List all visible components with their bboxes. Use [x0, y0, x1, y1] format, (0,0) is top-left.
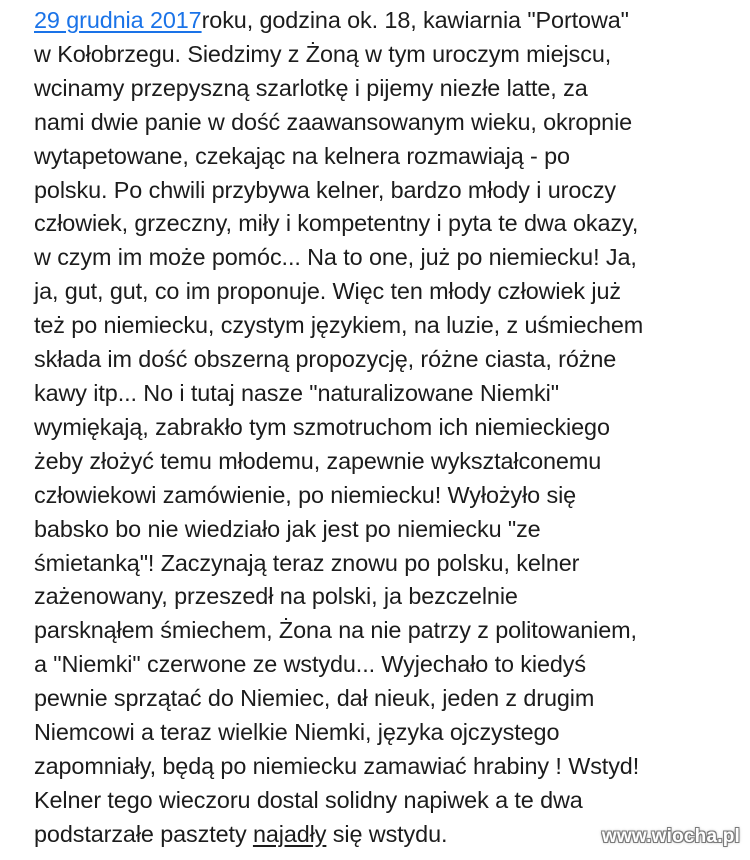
text-line: a "Niemki" czerwone ze wstydu... Wyjechało to kiedyś [34, 651, 586, 678]
text-line: się wstydu. [326, 820, 448, 847]
text-line: polsku. Po chwili przybywa kelner, bardzo młody i uroczy [34, 176, 617, 203]
text-line: ja, gut, gut, co im proponuje. Więc ten młody człowiek już [34, 278, 622, 305]
text-line: pewnie sprzątać do Niemiec, dał nieuk, jeden z drugim [34, 685, 595, 712]
text-line: wymiękają, zabrakło tym szmotruchom ich niemieckiego [34, 413, 610, 440]
text-line: wcinamy przepyszną szarlotkę i pijemy niezłe latte, za [34, 74, 588, 101]
text-line: w czym im może pomóc... Na to one, już po niemiecku! Ja, [34, 244, 637, 271]
text-line: wytapetowane, czekając na kelnera rozmawiają - po [34, 142, 570, 169]
date-link[interactable]: 29 grudnia 2017 [34, 7, 202, 33]
text-line: zażenowany, przeszedł na polski, ja bezczelnie [34, 583, 518, 610]
text-line: podstarzałe pasztety [34, 820, 253, 847]
text-line: nami dwie panie w dość zaawansowanym wieku, okropnie [34, 108, 633, 135]
underlined-word: najadły [252, 820, 327, 847]
text-line: babsko bo nie wiedziało jak jest po niemiecku "ze [34, 515, 541, 542]
text-line: w Kołobrzegu. Siedzimy z Żoną w tym uroczym miejscu, [34, 40, 612, 67]
text-line: żeby złożyć temu młodemu, zapewnie wykształconemu [34, 447, 602, 474]
text-line: też po niemiecku, czystym językiem, na luzie, z uśmiechem [34, 312, 644, 339]
text-line: śmietanką"! Zaczynają teraz znowu po polsku, kelner [34, 549, 580, 576]
text-line: roku, godzina ok. 18, kawiarnia "Portowa" [201, 7, 629, 33]
text-line: człowiek, grzeczny, miły i kompetentny i pyta te dwa okazy, [34, 210, 639, 237]
post-text [34, 4, 734, 852]
text-line: składa im dość obszerną propozycję, różne ciasta, różne [34, 346, 617, 373]
text-line: parsknąłem śmiechem, Żona na nie patrzy z politowaniem, [34, 617, 637, 644]
text-line: człowiekowi zamówienie, po niemiecku! Wyłożyło się [34, 481, 577, 508]
text-line: Kelner tego wieczoru dostal solidny napiwek a te dwa [34, 786, 583, 813]
text-line: Niemcowi a teraz wielkie Niemki, języka ojczystego [34, 719, 560, 746]
text-line: zapomniały, będą po niemiecku zamawiać hrabiny ! Wstyd! [34, 752, 640, 779]
text-line: kawy itp... No i tutaj nasze "naturalizowane Niemki" [34, 379, 559, 406]
watermark: www.wiocha.pl [601, 826, 740, 847]
